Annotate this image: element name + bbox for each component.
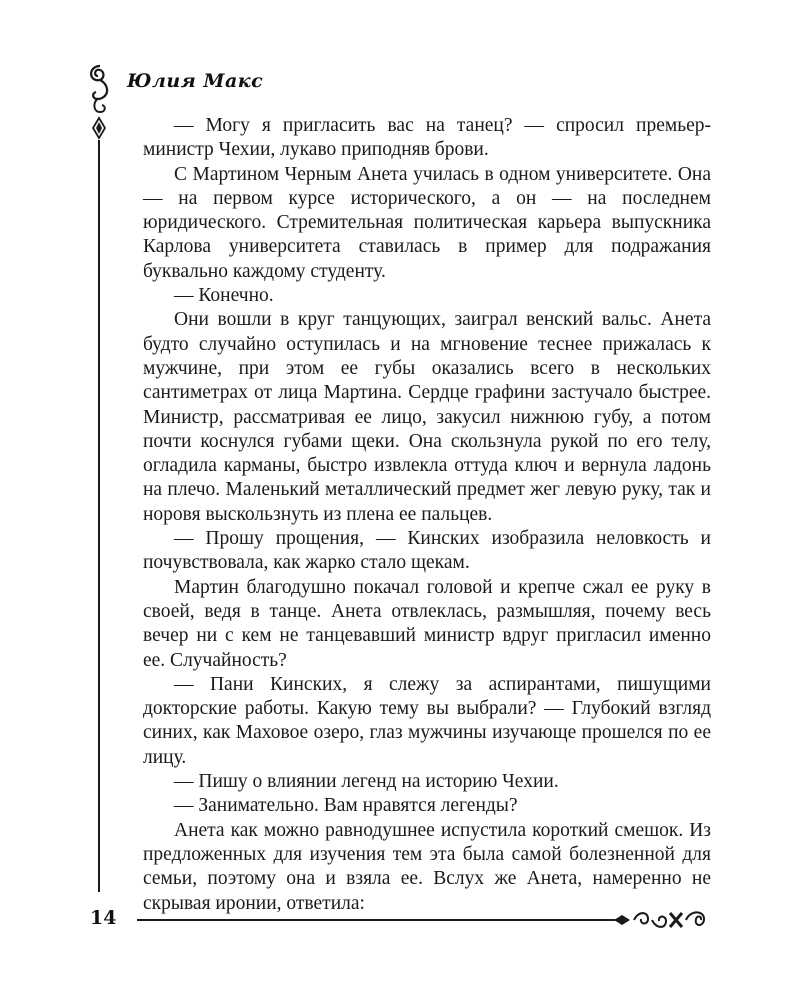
- paragraph: Они вошли в круг танцующих, заиграл венский вальс. Анета будто случайно оступилась и на мгновение теснее прижалась к мужчине, при этом ее губы оказались всего в нескольких сантиметрах от лица Мартина. Сердце графини застучало быстрее. Министр, рассматривая ее лицо, закусил нижнюю губу, а потом почти коснулся губами щеки. Она скользнула рукой по его телу, огладила карманы, быстро извлекла оттуда ключ и вернула ладонь на плечо. Маленький металлический предмет жег левую руку, так и норовя выскользнуть из плена ее пальцев.: [143, 309, 711, 525]
- paragraph: С Мартином Черным Анета училась в одном университете. Она — на первом курсе исторического, а он — на последнем юридического. Стремительная политическая карьера выпускника Карлова университета ставилась в пример для подражания буквально каждому студенту.: [143, 163, 711, 282]
- paragraph: — Пани Кинских, я слежу за аспирантами, пишущими докторские работы. Какую тему вы выбрали? — Глубокий взгляд синих, как Маховое озеро, глаз мужчины изучающе прошелся по ее лицу.: [143, 673, 711, 768]
- running-title: Юлия Макс: [127, 70, 264, 92]
- footer-flourish-icon: [612, 905, 712, 935]
- page-number: 14: [90, 907, 117, 929]
- paragraph: — Могу я пригласить вас на танец? — спросил премьер-министр Чехии, лукаво приподняв брови.: [143, 115, 711, 161]
- scroll-ornament-icon: [78, 60, 122, 140]
- left-margin-rule: [98, 140, 100, 892]
- paragraph: — Занимательно. Вам нравятся легенды?: [174, 795, 518, 817]
- paragraph: — Пишу о влиянии легенд на историю Чехии.: [174, 771, 559, 793]
- paragraph: — Конечно.: [174, 285, 274, 307]
- paragraph: — Прошу прощения, — Кинских изобразила неловкость и почувствовала, как жарко стало щекам.: [143, 528, 711, 574]
- bottom-rule: [137, 919, 615, 921]
- paragraph: Мартин благодушно покачал головой и крепче сжал ее руку в своей, ведя в танце. Анета отвлеклась, размышляя, почему весь вечер ни с кем не танцевавший министр вдруг пригласил именно ее. Случайность?: [143, 576, 711, 671]
- body-text: [143, 114, 711, 916]
- paragraph: Анета как можно равнодушнее испустила короткий смешок. Из предложенных для изучения тем эта была самой болезненной для семьи, поэтому она и взяла ее. Вслух же Анета, намеренно не скрывая иронии, ответила:: [143, 819, 711, 914]
